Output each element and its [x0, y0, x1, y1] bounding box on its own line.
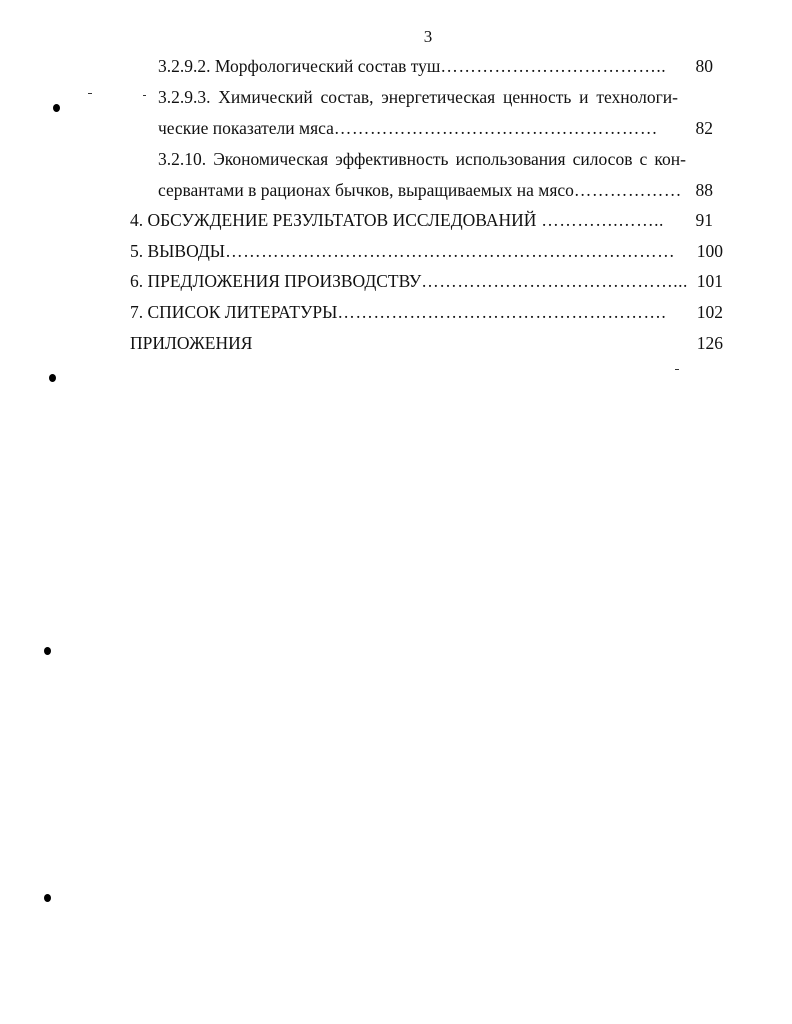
toc-page-number: 80: [695, 56, 713, 76]
toc-page-number: 126: [696, 333, 723, 353]
scan-speck: [44, 647, 51, 655]
scan-mark: [143, 95, 146, 96]
toc-entry-line1: [158, 148, 686, 170]
toc-entry: [130, 301, 725, 323]
toc-page-number: 100: [696, 241, 723, 261]
toc-entry: [130, 240, 725, 262]
toc-page-number: 102: [696, 302, 723, 322]
toc-leader-dots: ………….……..: [536, 210, 664, 230]
toc-leader-dots: …………………………………………………………………: [225, 241, 676, 261]
toc-entry-title: 3.2.9.2. Морфологический состав туш: [158, 56, 441, 76]
toc-entry-title-line1: 3.2.10. Экономическая эффективность использования силосов с кон-: [158, 149, 686, 169]
toc-entry: [158, 179, 713, 201]
toc-entry: [158, 117, 713, 139]
toc-entry-title: ческие показатели мяса: [158, 118, 334, 138]
toc-page-number: 88: [695, 180, 713, 200]
toc-leader-dots: ………………: [573, 180, 682, 200]
toc-entry-title: 7. СПИСОК ЛИТЕРАТУРЫ: [130, 302, 338, 322]
toc-entry-title-line1: 3.2.9.3. Химический состав, энергетическая ценность и технологи-: [158, 87, 678, 107]
toc-leader-dots: ………………………………………………: [333, 118, 658, 138]
toc-page-number: 101: [696, 271, 723, 291]
toc-entry-title: 6. ПРЕДЛОЖЕНИЯ ПРОИЗВОДСТВУ: [130, 271, 422, 291]
page-number: 3: [423, 27, 433, 46]
toc-entry: [130, 270, 725, 292]
toc-entry-title: 4. ОБСУЖДЕНИЕ РЕЗУЛЬТАТОВ ИССЛЕДОВАНИЙ: [130, 210, 537, 230]
toc-entry: [130, 332, 725, 354]
scan-speck: [44, 894, 51, 902]
scan-speck: [49, 374, 56, 382]
toc-leader-dots: ………………………………..: [440, 56, 667, 76]
scan-speck: [53, 104, 60, 112]
toc-entry-title: ПРИЛОЖЕНИЯ: [130, 333, 253, 353]
toc-entry-line1: [158, 86, 678, 108]
toc-entry: [158, 55, 713, 77]
toc-entry-title: сервантами в рационах бычков, выращиваемых на мясо: [158, 180, 574, 200]
toc-entry: [130, 209, 715, 231]
scan-mark: [675, 369, 679, 370]
toc-leader-dots: ……………………………………...: [421, 271, 688, 291]
scan-mark: [88, 93, 92, 94]
toc-page-number: 91: [695, 210, 713, 230]
toc-entry-title: 5. ВЫВОДЫ: [130, 241, 226, 261]
toc-leader-dots: ……………………………………………….: [337, 302, 667, 322]
toc-page-number: 82: [695, 118, 713, 138]
